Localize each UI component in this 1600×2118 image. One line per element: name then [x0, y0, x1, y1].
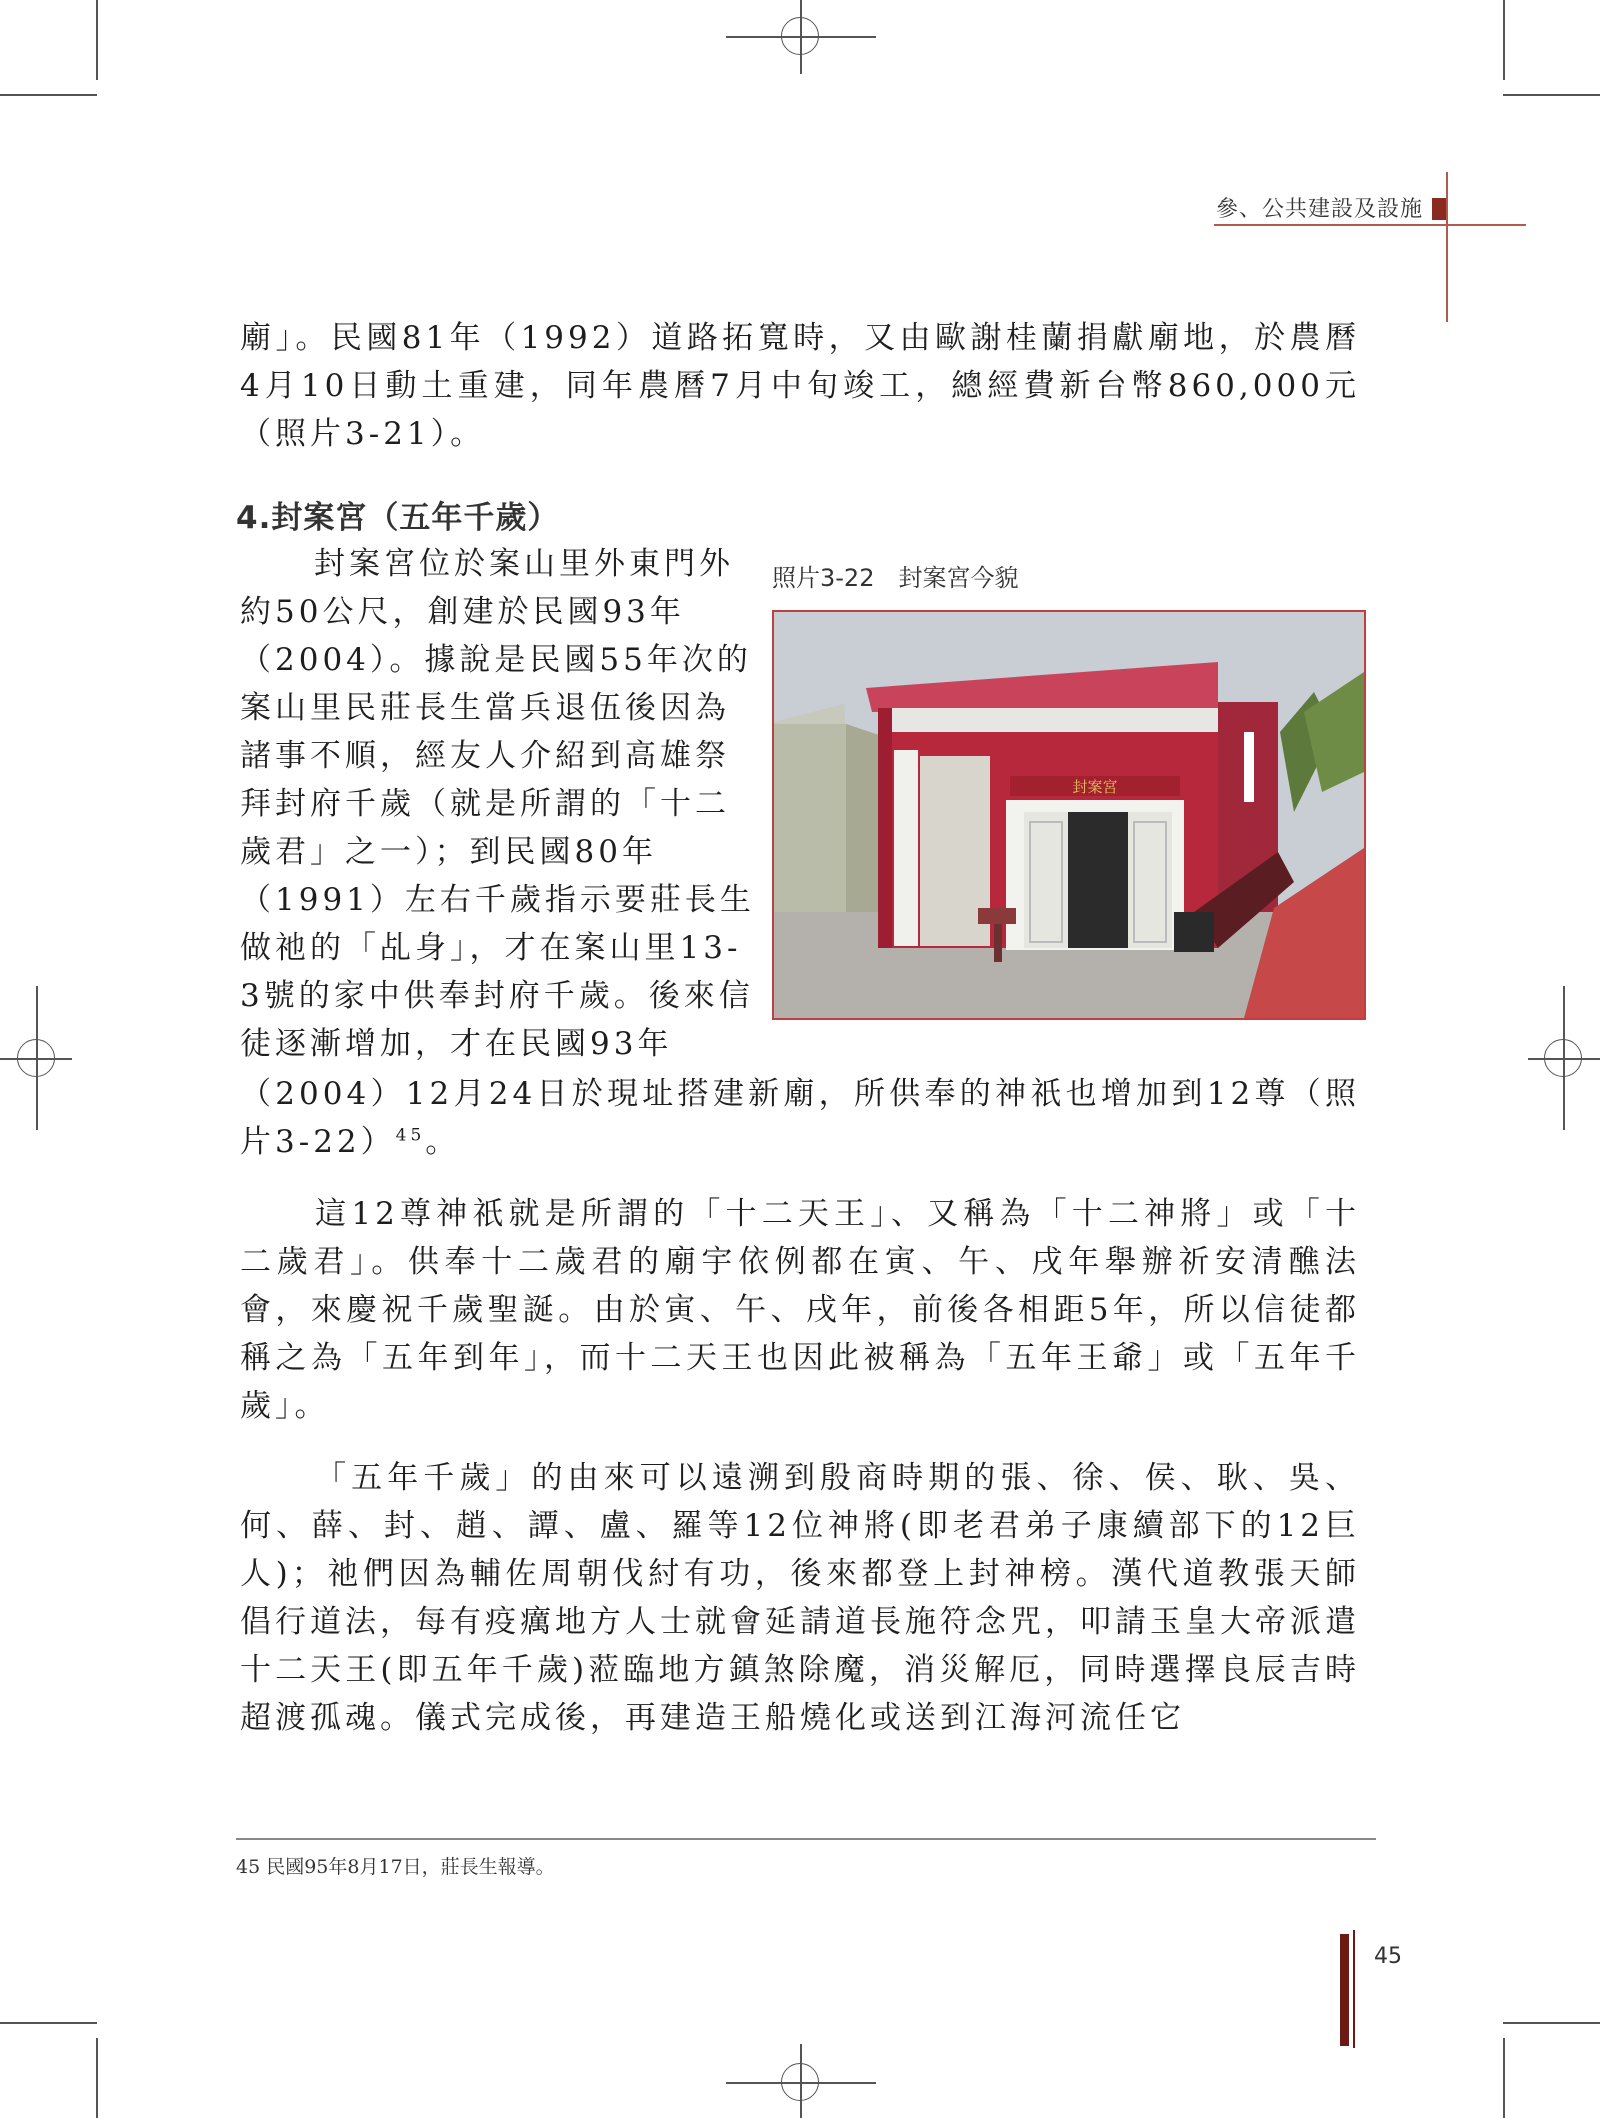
paragraph-fengan-temple-wrapped: [240, 540, 760, 1068]
paragraph-continued-end: 。: [425, 1124, 461, 1160]
crop-mark: [1503, 2022, 1600, 2024]
temple-photo-illustration: [774, 612, 1364, 1018]
crop-mark: [0, 2022, 97, 2024]
header-rule: [1214, 224, 1526, 226]
crop-mark: [1503, 2038, 1505, 2118]
paragraph-origin-text: 「五年千歲」的由來可以遠溯到殷商時期的張、徐、侯、耿、吳、何、薛、封、趙、譚、盧、羅等12位神將(即老君弟子康續部下的12巨人)；祂們因為輔佐周朝伐紂有功，後來都登上封神榜。漢代道教張天師倡行道法，每有疫癘地方人士就會延請道長施符念咒，叩請玉皇大帝派遣十二天王(即五年千歲)蒞臨地方鎮煞除魔，消災解厄，同時選擇良辰吉時超渡孤魂。儀式完成後，再建造王船燒化或送到江海河流任它: [240, 1460, 1360, 1736]
crop-mark: [0, 94, 97, 96]
paragraph-temple-rebuild: 廟」。民國81年（1992）道路拓寬時，又由歐謝桂蘭捐獻廟地，於農曆4月10日動土重建，同年農曆7月中旬竣工，總經費新台幣860,000元（照片3-21）。: [240, 320, 1360, 452]
running-header: 參、公共建設及設施: [1216, 197, 1424, 222]
page-number-bar: [1340, 1934, 1349, 2046]
temple-sign-text: 封案宮: [1072, 778, 1118, 796]
section-heading: 4.封案宮（五年千歲）: [236, 500, 560, 536]
crop-mark: [1503, 0, 1505, 80]
crop-mark: [96, 0, 98, 80]
footnote-reference: 45: [395, 1125, 426, 1146]
temple-photo: [772, 610, 1366, 1020]
header-vertical-rule: [1446, 172, 1448, 322]
crop-mark: [96, 2038, 98, 2118]
paragraph-fengan-temple-wrapped-text: 封案宮位於案山里外東門外約50公尺，創建於民國93年（2004）。據說是民國55年次的案山里民莊長生當兵退伍後因為諸事不順，經友人介紹到高雄祭拜封府千歲（就是所謂的「十二歲君」之一）；到民國80年（1991）左右千歲指示要莊長生做祂的「乩身」，才在案山里13-3號的家中供奉封府千歲。後來信徒逐漸增加，才在民國93年: [240, 546, 755, 1062]
paragraph-twelve-kings: [240, 1190, 1360, 1430]
paragraph-origin: [240, 1454, 1360, 1742]
paragraph-continued-text: （2004）12月24日於現址搭建新廟，所供奉的神祇也增加到12尊（照片3-22）: [240, 1076, 1360, 1160]
paragraph-twelve-kings-text: 這12尊神祇就是所謂的「十二天王」、又稱為「十二神將」或「十二歲君」。供奉十二歲君的廟宇依例都在寅、午、戌年舉辦祈安清醮法會，來慶祝千歲聖誕。由於寅、午、戌年，前後各相距5年，所以信徒都稱之為「五年到年」，而十二天王也因此被稱為「五年王爺」或「五年千歲」。: [240, 1196, 1360, 1424]
paragraph-fengan-temple-continued: [240, 1070, 1360, 1166]
page-number: 45: [1374, 1944, 1402, 1969]
page-number-rule: [1353, 1930, 1355, 2048]
crop-mark: [1503, 94, 1600, 96]
footnote-rule: [236, 1838, 1376, 1840]
photo-caption: 照片3-22 封案宮今貌: [772, 564, 1019, 592]
footnote-text: 45 民國95年8月17日，莊長生報導。: [236, 1856, 555, 1878]
